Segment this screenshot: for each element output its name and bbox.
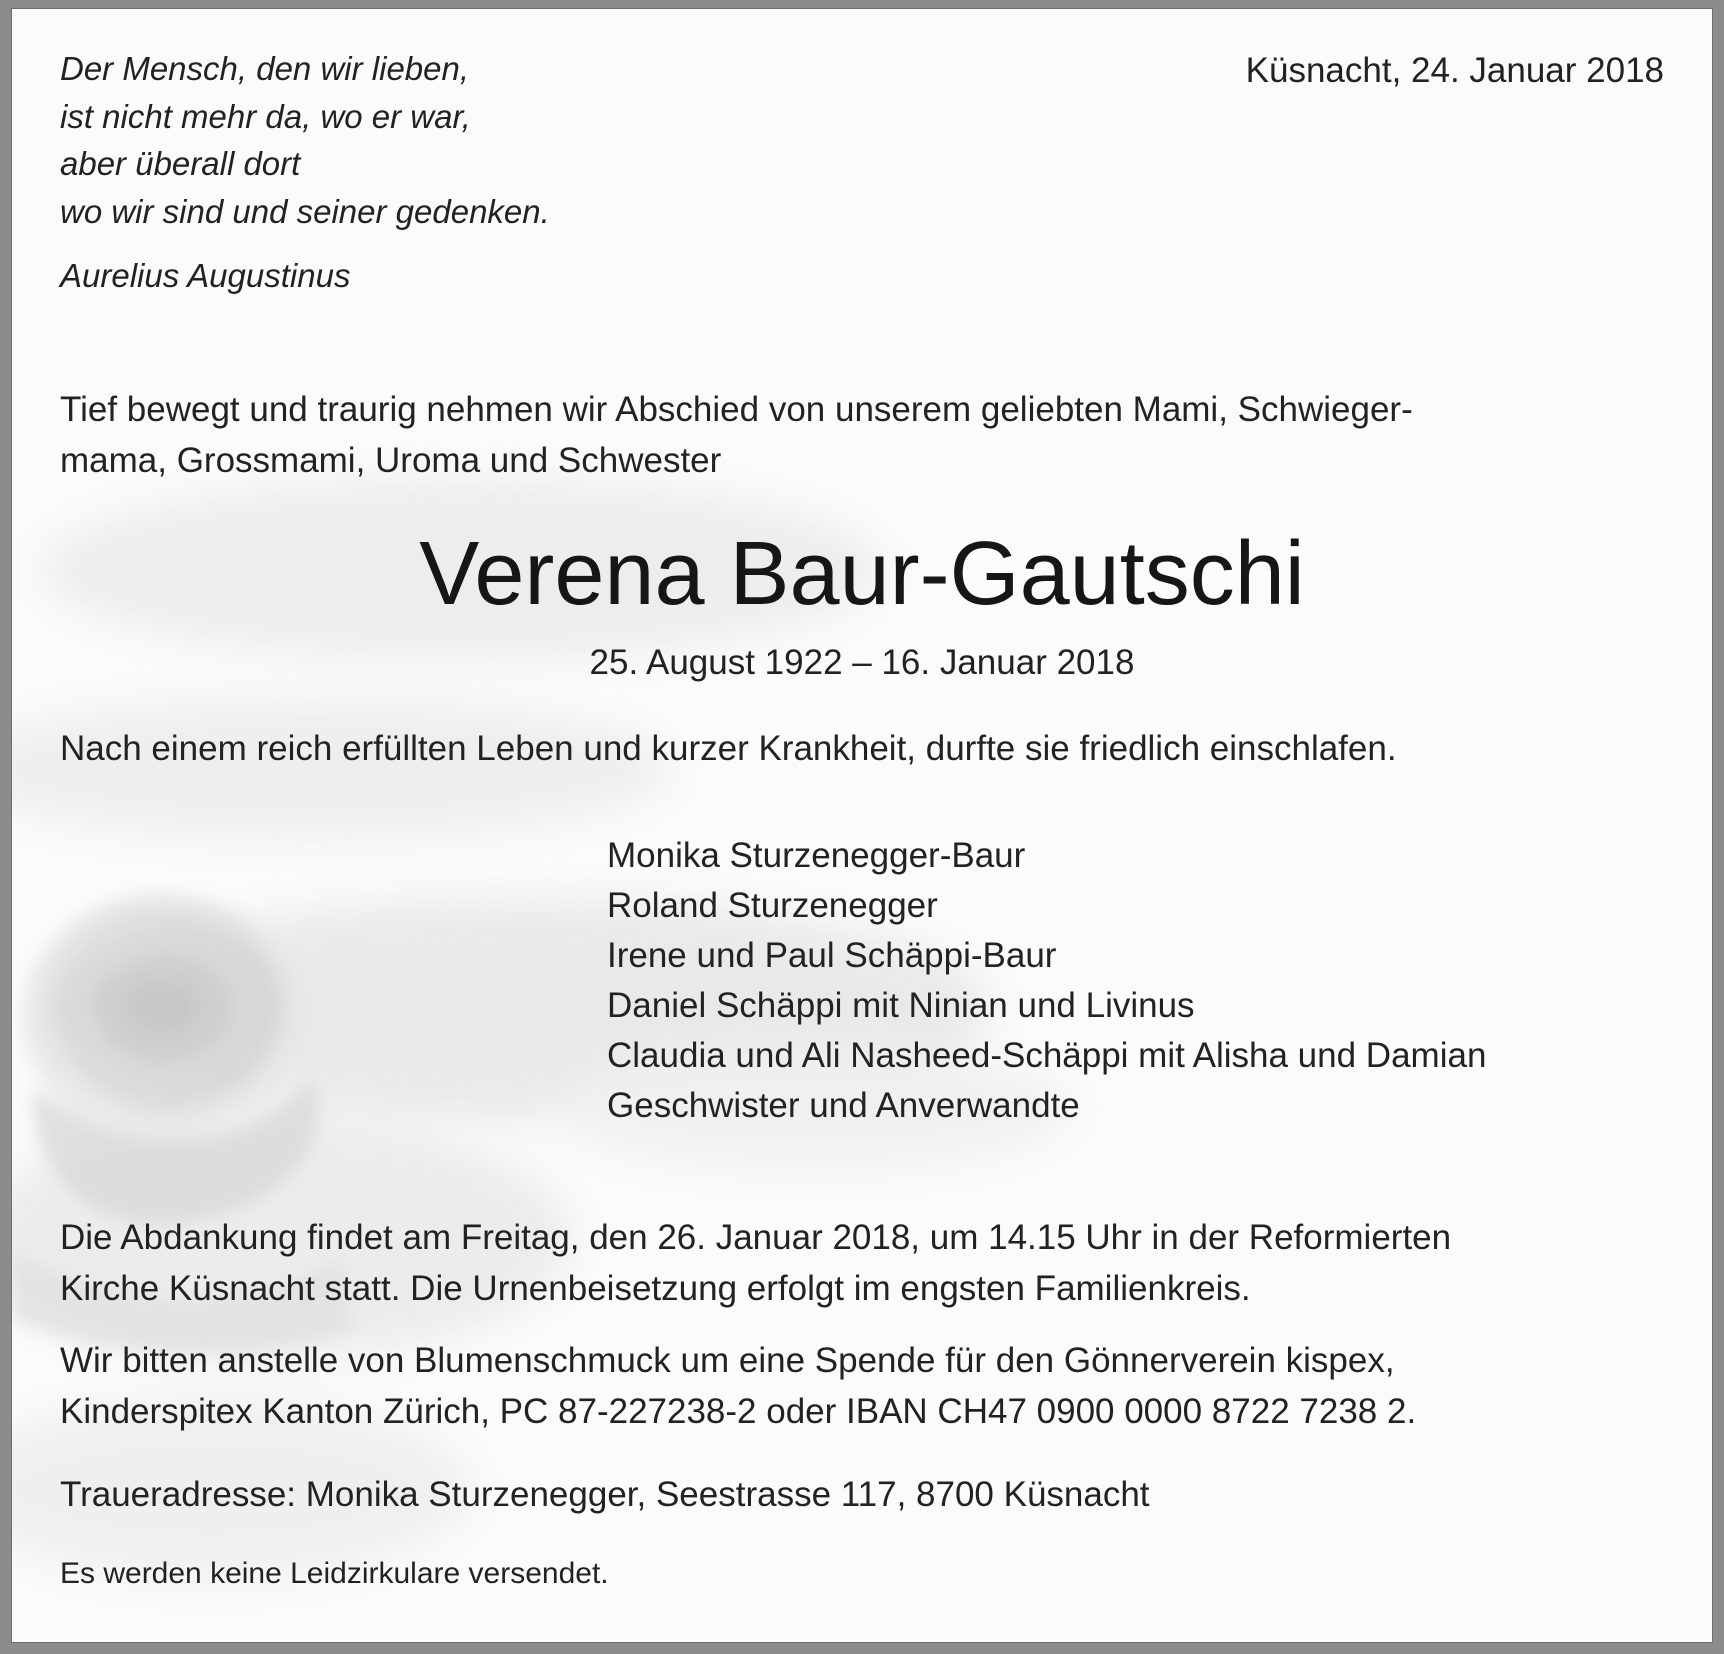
mourner-item: Daniel Schäppi mit Ninian und Livinus xyxy=(607,986,1195,1025)
memorial-quote xyxy=(60,45,550,235)
quote-line: aber überall dort xyxy=(60,145,301,182)
donation-line: Kinderspitex Kanton Zürich, PC 87-227238-2 oder IBAN CH47 0900 0000 8722 7238 2. xyxy=(60,1392,1417,1431)
quote-line: wo wir sind und seiner gedenken. xyxy=(60,192,550,230)
place-date: Küsnacht, 24. Januar 2018 xyxy=(1245,51,1664,90)
mourning-address: Traueradresse: Monika Sturzenegger, Seestrasse 117, 8700 Küsnacht xyxy=(60,1475,1150,1514)
mourner-item: Irene und Paul Schäppi-Baur xyxy=(607,936,1057,975)
footnote: Es werden keine Leidzirkulare versendet. xyxy=(60,1557,609,1590)
donation-info xyxy=(60,1335,1680,1437)
intro-line: Tief bewegt und traurig nehmen wir Abschied von unserem geliebten Mami, Schwieger- xyxy=(60,390,1413,429)
donation-line: Wir bitten anstelle von Blumenschmuck um eine Spende für den Gönnerverein kispex, xyxy=(60,1341,1395,1380)
mourner-item: Claudia und Ali Nasheed-Schäppi mit Alisha und Damian xyxy=(607,1036,1487,1075)
quote-line: Der Mensch, den wir lieben, xyxy=(60,50,470,87)
life-statement: Nach einem reich erfüllten Leben und kurzer Krankheit, durfte sie friedlich einschlafen. xyxy=(60,729,1397,768)
mourners-list xyxy=(607,831,1486,1131)
mourner-item: Roland Sturzenegger xyxy=(607,886,938,925)
mourner-item: Geschwister und Anverwandte xyxy=(607,1086,1080,1125)
ceremony-info xyxy=(60,1212,1680,1314)
deceased-name: Verena Baur-Gautschi xyxy=(419,524,1305,624)
mourner-item: Monika Sturzenegger-Baur xyxy=(607,836,1026,875)
life-dates: 25. August 1922 – 16. Januar 2018 xyxy=(589,643,1135,682)
intro-line: mama, Grossmami, Uroma und Schwester xyxy=(60,441,722,480)
obituary-notice xyxy=(12,9,1712,1642)
quote-author: Aurelius Augustinus xyxy=(60,257,351,294)
intro-text xyxy=(60,384,1670,486)
quote-line: ist nicht mehr da, wo er war, xyxy=(60,97,471,135)
ceremony-line: Die Abdankung findet am Freitag, den 26. Januar 2018, um 14.15 Uhr in der Reformierten xyxy=(60,1218,1452,1257)
ceremony-line: Kirche Küsnacht statt. Die Urnenbeisetzung erfolgt im engsten Familienkreis. xyxy=(60,1269,1251,1308)
